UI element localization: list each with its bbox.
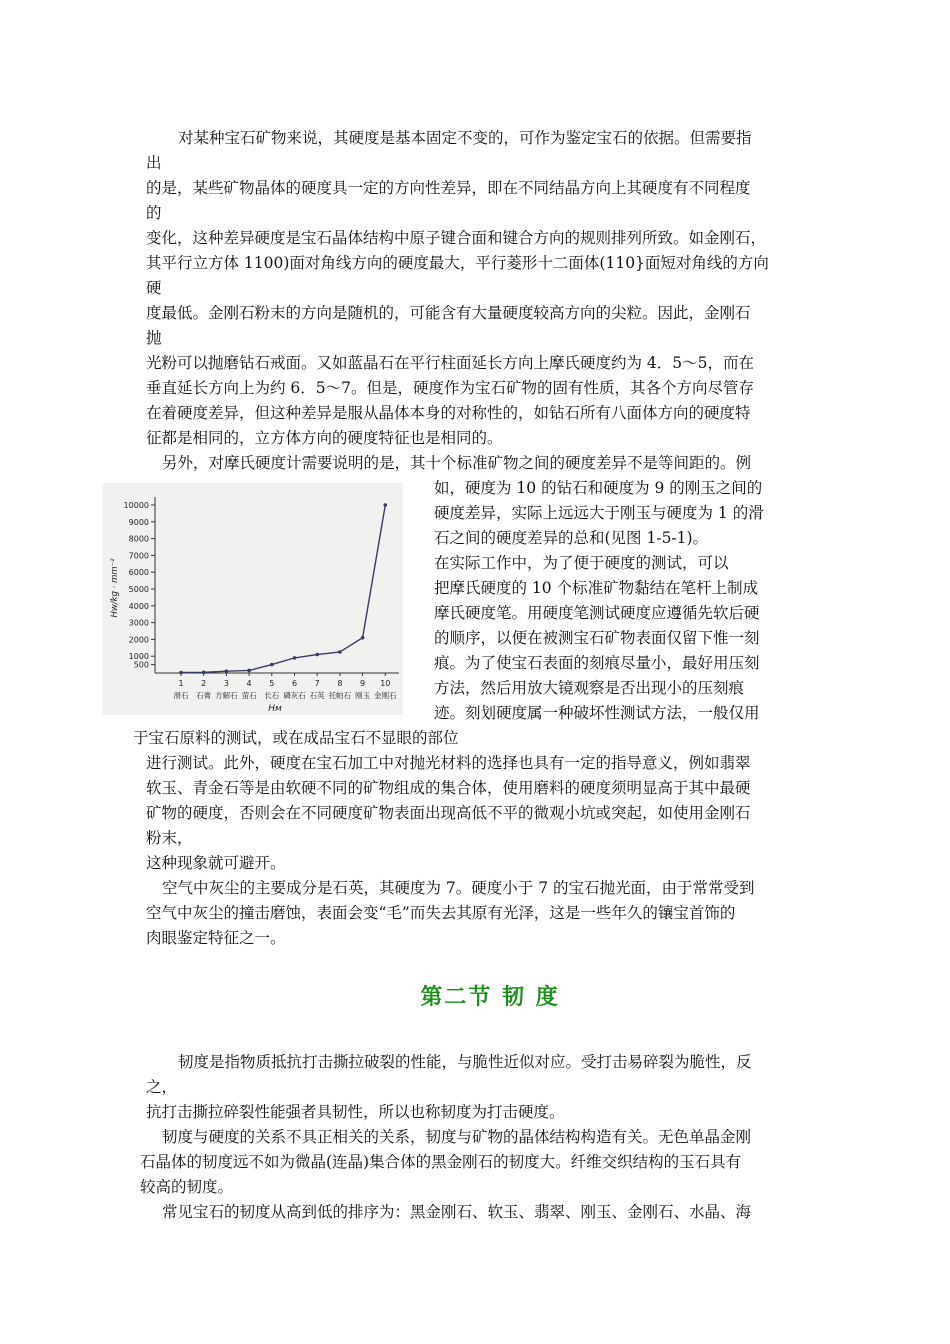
y-tick-label: 4000 <box>128 601 149 611</box>
series-line <box>181 505 385 672</box>
text-line: 粉末， <box>146 829 193 847</box>
data-point <box>293 656 297 660</box>
y-tick-label: 3000 <box>128 618 149 628</box>
hardness-chart <box>103 483 403 715</box>
data-point <box>202 671 206 675</box>
x-tick-label: 4 <box>246 679 252 688</box>
text-line: 这种现象就可避开。 <box>146 854 286 872</box>
category-label: 托帕石 <box>328 691 352 700</box>
text-line: 在着硬度差异，但这种差异是服从晶体本身的对称性的，如钻石所有八面体方向的硬度特 <box>146 404 751 422</box>
x-tick-label: 6 <box>291 679 298 688</box>
text-line: 另外，对摩氏硬度计需要说明的是，其十个标准矿物之间的硬度差异不是等间距的。例 <box>162 454 752 472</box>
text-line: 抗打击撕拉碎裂性能强者具韧性，所以也称韧度为打击硬度。 <box>146 1103 565 1121</box>
category-label: 石英 <box>309 691 325 700</box>
category-label: 金刚石 <box>374 691 397 700</box>
data-point <box>338 650 342 654</box>
text-line: 的顺序，以便在被测宝石矿物表面仅留下惟一刻 <box>434 629 760 647</box>
y-tick-label: 2000 <box>128 635 149 645</box>
data-point <box>225 669 229 673</box>
text-line: 韧度与硬度的关系不具正相关的关系，韧度与矿物的晶体结构构造有关。无色单晶金刚 <box>162 1128 752 1146</box>
text-line: 痕。为了使宝石表面的刻痕尽量小，最好用压刻 <box>434 654 760 672</box>
text-line: 较高的韧度。 <box>140 1178 234 1196</box>
category-label: 长石 <box>264 691 280 700</box>
text-line: 光粉可以抛磨钻石戒面。又如蓝晶石在平行柱面延长方向上摩氏硬度约为 4．5～5，而在 <box>146 354 755 372</box>
category-label: 萤石 <box>241 691 257 700</box>
x-tick-label: 7 <box>314 679 320 688</box>
text-line: 度最低。金刚石粉末的方向是随机的，可能含有大量硬度较高方向的尖粒。因此，金刚石 <box>146 304 751 322</box>
text-line: 在实际工作中，为了便于硬度的测试，可以 <box>434 554 729 572</box>
text-line: 空气中灰尘的撞击磨蚀，表面会变“毛”而失去其原有光泽，这是一些年久的镶宝首饰的 <box>146 904 736 922</box>
y-tick-label: 9000 <box>128 517 149 527</box>
text-line: 其平行立方体 1100)面对角线方向的硬度最大，平行菱形十二面体(110}面短对角线的方向 <box>146 254 769 272</box>
text-line: 进行测试。此外，硬度在宝石加工中对抛光材料的选择也具有一定的指导意义，例如翡翠 <box>146 754 751 772</box>
x-tick-label: 9 <box>360 679 366 688</box>
text-line: 变化，这种差异硬度是宝石晶体结构中原子键合面和键合方向的规则排列所致。如金刚石， <box>146 229 767 247</box>
text-line: 如，硬度为 10 的钻石和硬度为 9 的刚玉之间的 <box>434 479 763 497</box>
text-line: 硬度差异，实际上远远大于刚玉与硬度为 1 的滑 <box>434 504 764 522</box>
text-line: 硬 <box>146 279 162 297</box>
x-tick-label: 3 <box>223 679 229 688</box>
x-axis-label: Hᴍ <box>268 704 282 714</box>
text-line: 迹。刻划硬度属一种破坏性测试方法，一般仅用 <box>434 704 760 722</box>
data-point <box>361 636 365 640</box>
chart-svg <box>103 483 403 715</box>
text-line: 出 <box>146 154 162 172</box>
data-point <box>315 653 319 657</box>
y-tick-label: 1000 <box>128 652 149 662</box>
text-line: 石之间的硬度差异的总和(见图 1-5-1)。 <box>434 529 709 547</box>
y-tick-label: 500 <box>133 660 149 670</box>
text-line: 方法，然后用放大镜观察是否出现小的压刻痕 <box>434 679 745 697</box>
category-label: 磷灰石 <box>283 691 306 700</box>
y-axis-label: Hᴡ/kg · mm⁻² <box>110 558 120 618</box>
text-line: 之， <box>146 1078 178 1096</box>
data-point <box>247 669 251 673</box>
data-point <box>384 503 388 507</box>
x-tick-label: 1 <box>178 679 184 688</box>
text-line: 韧度是指物质抵抗打击撕拉破裂的性能，与脆性近似对应。受打击易碎裂为脆性，反 <box>178 1053 752 1071</box>
text-line: 征都是相同的，立方体方向的硬度特征也是相同的。 <box>146 429 503 447</box>
category-label: 滑石 <box>173 691 189 700</box>
text-line: 于宝石原料的测试，或在成品宝石不显眼的部位 <box>133 729 459 747</box>
category-label: 石膏 <box>196 691 212 700</box>
text-line: 垂直延长方向上为约 6．5～7。但是，硬度作为宝石矿物的固有性质，其各个方向尽管存 <box>146 379 755 397</box>
x-tick-label: 5 <box>269 679 275 688</box>
text-line: 的 <box>146 204 162 222</box>
x-tick-label: 2 <box>201 679 207 688</box>
y-tick-label: 10000 <box>123 501 149 510</box>
text-line: 常见宝石的韧度从高到低的排序为：黑金刚石、软玉、翡翠、刚玉、金刚石、水晶、海 <box>162 1203 752 1221</box>
text-line: 摩氏硬度笔。用硬度笔测试硬度应遵循先软后硬 <box>434 604 760 622</box>
data-point <box>179 671 183 675</box>
data-point <box>270 663 274 667</box>
text-line: 空气中灰尘的主要成分是石英，其硬度为 7。硬度小于 7 的宝石抛光面，由于常常受到 <box>162 879 755 897</box>
text-line: 石晶体的韧度远不如为微晶(连晶)集合体的黑金刚石的韧度大。纤维交织结构的玉石具有 <box>140 1153 742 1171</box>
text-line: 肉眼鉴定特征之一。 <box>146 929 286 947</box>
text-line: 抛 <box>146 329 162 347</box>
y-tick-label: 6000 <box>128 568 149 578</box>
y-tick-label: 8000 <box>128 534 149 544</box>
section-heading: 第二节 韧 度 <box>420 985 560 1010</box>
text-line: 软玉、青金石等是由软硬不同的矿物组成的集合体，使用磨料的硬度须明显高于其中最硬 <box>146 779 751 797</box>
text-line: 的是，某些矿物晶体的硬度具一定的方向性差异，即在不同结晶方向上其硬度有不同程度 <box>146 179 751 197</box>
text-line: 把摩氏硬度的 10 个标准矿物黏结在笔杆上制成 <box>434 579 759 597</box>
y-tick-label: 7000 <box>128 551 149 561</box>
x-tick-label: 8 <box>337 679 343 688</box>
text-line: 矿物的硬度，否则会在不同硬度矿物表面出现高低不平的微观小坑或突起，如使用金刚石 <box>146 804 751 822</box>
x-tick-label: 10 <box>380 679 391 688</box>
y-tick-label: 5000 <box>128 585 149 594</box>
category-label: 方解石 <box>215 691 238 700</box>
category-label: 刚玉 <box>355 691 371 700</box>
text-line: 对某种宝石矿物来说，其硬度是基本固定不变的，可作为鉴定宝石的依据。但需要指 <box>178 129 752 147</box>
